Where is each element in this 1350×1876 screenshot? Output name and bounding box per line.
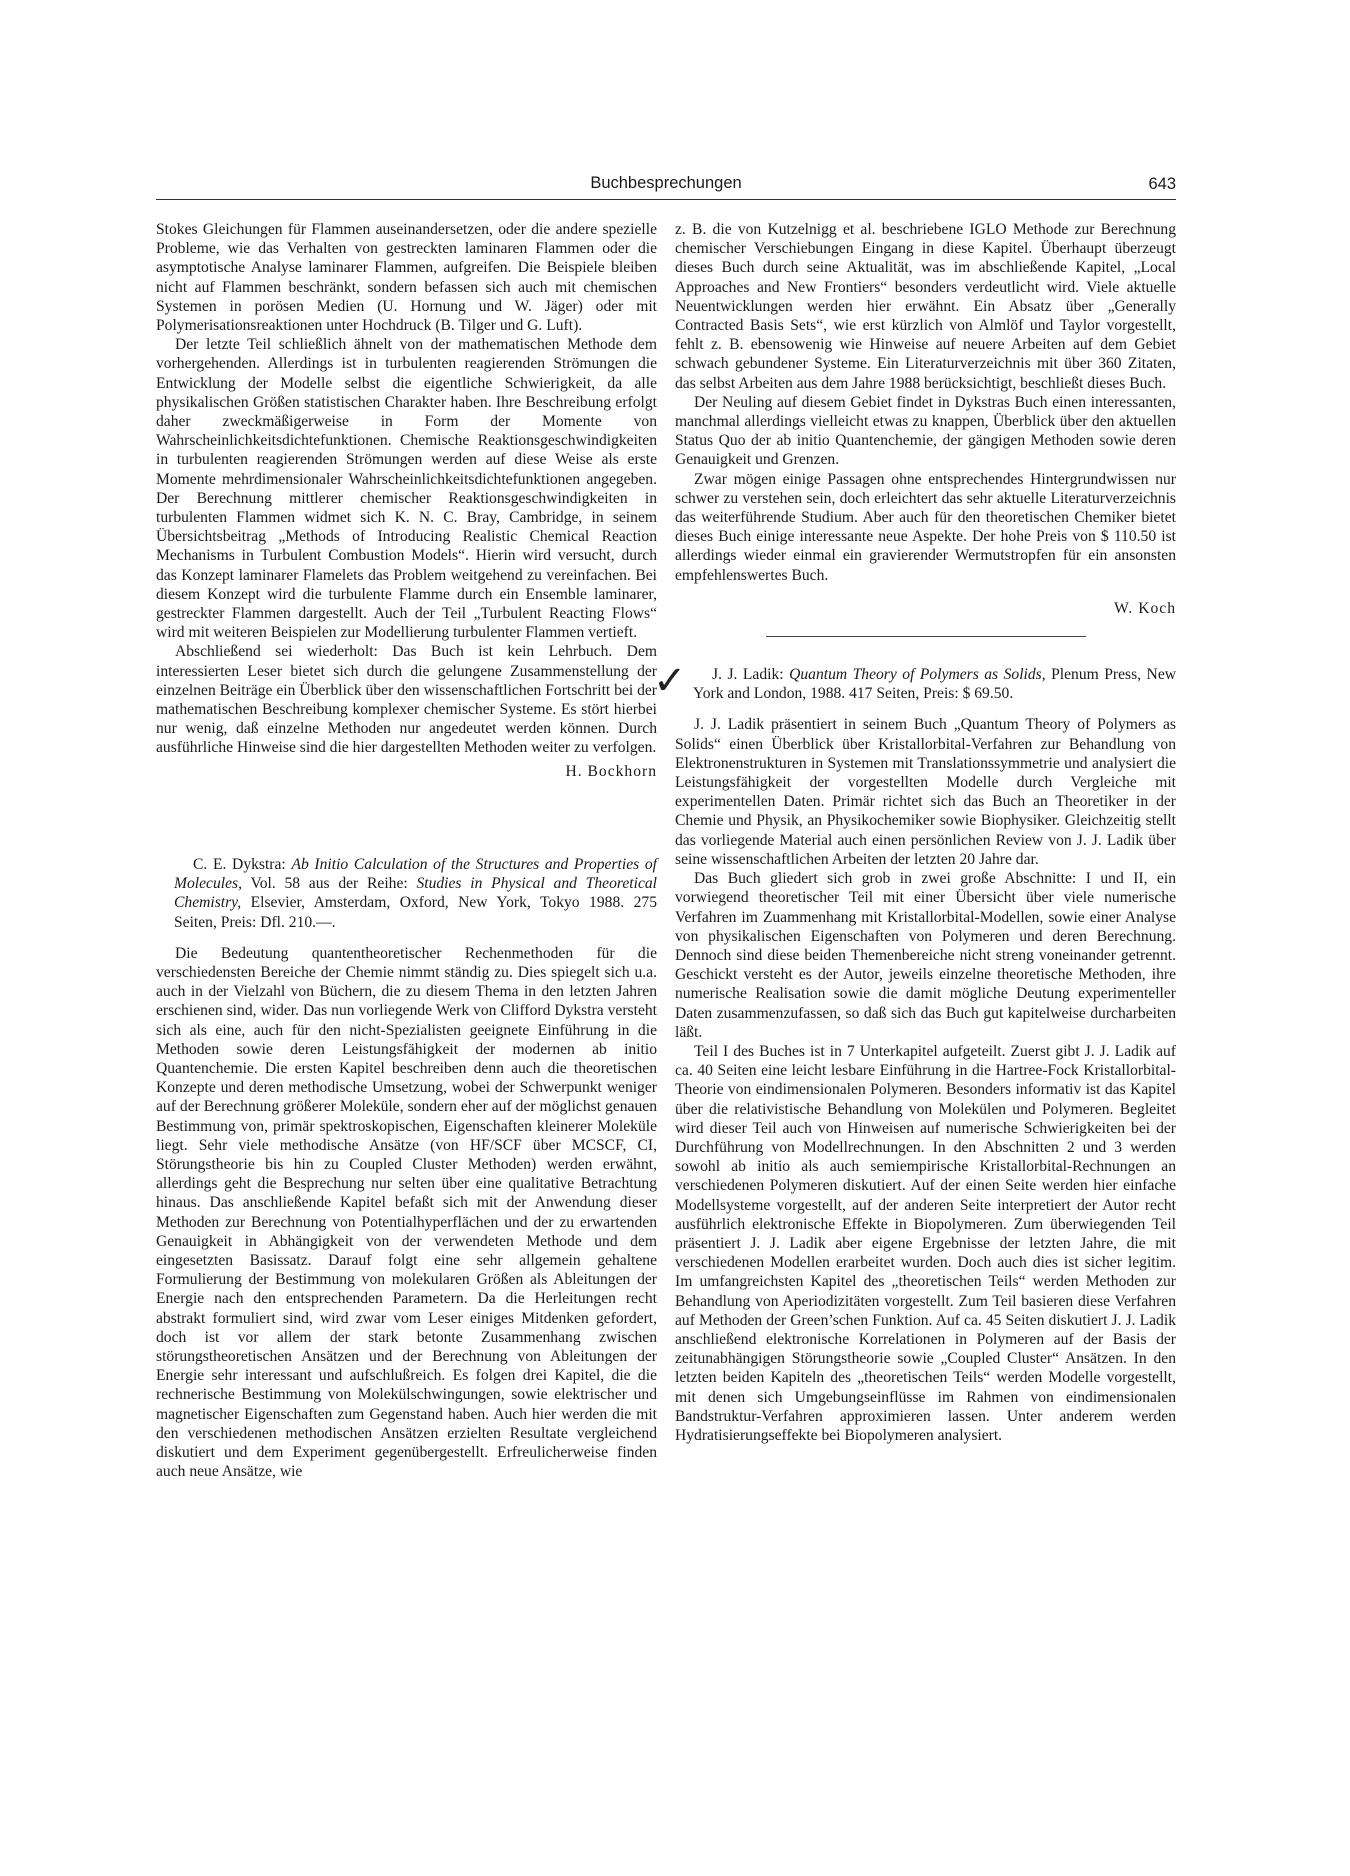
spacer [675,703,1176,715]
spacer [675,637,1176,665]
reviewer-signature: H. Bockhorn [565,762,657,780]
spacer [156,932,657,944]
running-header [156,172,1176,200]
paragraph: Das Buch gliedert sich grob in zwei große Abschnitte: I und II, ein vorwiegend theoretischer Teil mit einer Übersicht über viele numerische Verfahren im Zuammenhang mit Kristallorbital-Modellen, sowie einer Analyse von physikalischen Eigenschaften von Polymeren und deren Berechnung. Dennoch sind diese beiden Themenbereiche nicht streng voneinander getrennt. Geschickt versteht es der Autor, jeweils einzelne theoretische Methoden, ihre numerische Realisation sowie die damit mögliche Deutung experimenteller Daten zusammenzufassen, so daß sich das Buch gut kapitelweise durcharbeiten läßt. [675,870,1176,1041]
spacer [675,618,1176,636]
page-number: 643 [1148,175,1176,193]
citation-publisher: Plenum Press, New York and London, 1988. 417 Seiten, Preis: $ 69.50. [693,666,1177,703]
paragraph: Teil I des Buches ist in 7 Unterkapitel aufgeteilt. Zuerst gibt J. J. Ladik auf ca. 40 Seiten eine leicht lesbare Einführung in die Hartree-Fock Kristallorbital-Theorie von eindimensionalen Polymeren. Besonders informativ ist das Kapitel über die relativistische Behandlung von Molekülen und Polymeren. Begleitet wird dieser Teil auch von Hinweisen auf numerische Schwierigkeiten bei der Durchführung von Modellrechnungen. In den Abschnitten 2 und 3 werden sowohl ab initio als auch semiempirische Kristallorbital-Rechnungen an verschiedenen Polymeren diskutiert. Auf der einen Seite werden hier einfache Modellsysteme vorgestellt, auf der anderen Seite interpretiert der Autor recht ausführlich elektronische Effekte in Biopolymeren. Zum überwiegenden Teil präsentiert J. J. Ladik aber eigene Ergebnisse der letzten Jahre, die mit verschiedenen Modellen erarbeitet wurden. Doch auch dies ist sicher legitim. Im umfangreichsten Kapitel des „theoretischen Teils“ werden Methoden zur Behandlung von Aperiodizitäten vorgestellt. Zum Teil basieren diese Verfahren auf Methoden der Green’schen Funktion. Auf ca. 45 Seiten diskutiert J. J. Ladik anschließend elektronische Korrelationen in Polymeren auf der Basis der zeitunabhängigen Störungstheorie sowie „Coupled Cluster“ Ansätzen. In den letzten beiden Kapiteln des „theoretischen Teils“ werden Modelle vorgestellt, mit denen sich Umgebungseinflüsse im Rahmen von eindimensionalen Bandstruktur-Verfahren approximieren lassen. Unter anderem werden Hydratisierungseffekte bei Biopolymeren analysiert. [675,1042,1176,1444]
paragraph: z. B. die von Kutzelnigg et al. beschriebene IGLO Methode zur Berechnung chemischer Verschiebungen Eingang in diese Kapitel. Überhaupt überzeugt dieses Buch durch seine Aktualität, was im abschließende Kapitel, „Local Approaches and New Frontiers“ besonders verdeutlicht wird. Viele aktuelle Neuentwicklungen werden hier erwähnt. Ein Absatz über „Generally Contracted Basis Sets“, wie erst kürzlich von Almlöf und Taylor vorgestellt, fehlt z. B. ebensowenig wie Hinweise auf neuere Arbeiten auf dem Gebiet schwach gebundener Systeme. Ein Literaturverzeichnis mit über 360 Zitaten, das selbst Arbeiten aus dem Jahre 1988 berücksichtigt, beschließt dieses Buch. [675,221,1176,392]
book-citation [675,665,1176,703]
checkmark-icon: ✓ [653,658,687,705]
citation-author: J. J. Ladik: [712,666,784,684]
paragraph: Stokes Gleichungen für Flammen auseinandersetzen, oder die andere spezielle Probleme, wie das Verhalten von gestreckten laminaren Flammen oder die asymptotische Analyse laminarer Flammen, aufgreifen. Die Beispiele bleiben nicht auf Flammen beschränkt, sondern befassen sich auch mit chemischen Systemen in porösen Medien (U. Hornung und W. Jäger) oder mit Polymerisationsreaktionen unter Hochdruck (B. Tilger und G. Luft). [156,221,657,335]
citation-block [653,658,1177,705]
right-column [653,220,1177,1445]
left-column [156,220,657,1481]
paragraph: J. J. Ladik präsentiert in seinem Buch „Quantum Theory of Polymers as Solids“ einen Überblick über Kristallorbital-Verfahren zur Behandlung von Elektronenstrukturen in Systemen mit Translationssymmetrie und analysiert die Leistungsfähigkeit der vorgestellten Modelle durch Vergleiche mit experimentellen Daten. Primär richtet sich das Buch an Theoretiker in der Chemie und Physik, an Physikochemiker sowie Biophysiker. Gleichzeitig stellt das vorliegende Material auch einen persönlichen Review von J. J. Ladik über seine wissenschaftlichen Arbeiten der letzten 20 Jahre dar. [675,716,1176,868]
citation-volume: Vol. 58 aus der Reihe: [250,875,408,893]
citation-title: Quantum Theory of Polymers as Solids, [789,666,1046,684]
paragraph: Der Neuling auf diesem Gebiet findet in Dykstras Buch einen interessanten, manchmal allerdings vielleicht etwas zu knappen, Überblick über den aktuellen Status Quo der ab initio Quantenchemie, der gängigen Methoden sowie deren Genauigkeit und Grenzen. [675,393,1176,469]
paragraph: Die Bedeutung quantentheoretischer Rechenmethoden für die verschiedensten Bereiche der Chemie nimmt ständig zu. Dies spiegelt sich u.a. auch in der Vielzahl von Büchern, die zu diesem Thema in den letzten Jahren erschienen sind, wider. Das nun vorliegende Werk von Clifford Dykstra versteht sich als eine, auch für den nicht-Spezialisten geeignete Einführung in die Methoden sowie deren Leistungsfähigkeit der modernen ab initio Quantenchemie. Die ersten Kapitel beschreiben denn auch die theoretischen Konzepte und deren methodische Umsetzung, wobei der Schwerpunkt weniger auf der Berechnung größerer Moleküle, sondern eher auf der möglichst genauen Bestimmung von, primär spektroskopischen, Eigenschaften kleinerer Moleküle liegt. Sehr viele methodische Ansätze (von HF/SCF über MCSCF, CI, Störungstheorie bis hin zu Coupled Cluster Methoden) werden erwähnt, allerdings geht die Besprechung nur selten über eine qualitative Betrachtung hinaus. Das anschließende Kapitel befaßt sich mit der Anwendung dieser Methoden zur Berechnung von Potentialhyperflächen und der zu erwartenden Genauigkeit in Abhängigkeit von der verwendeten Methode und dem eingesetzten Basissatz. Darauf folgt eine sehr allgemein gehaltene Formulierung der Bestimmung von molekularen Größen als Ableitungen der Energie nach den entsprechenden Parametern. Da die Herleitungen recht abstrakt formuliert sind, wird zwar vom Leser einiges Mitdenken gefordert, doch ist vor allem der stark betonte Zusammenhang zwischen störungstheoretischen Ansätzen und der Berechnung von Ableitungen der Energie sehr interessant und aufschlußreich. Es folgen drei Kapitel, die die rechnerische Bestimmung von Molekülschwingungen, sowie elektrischer und magnetischer Eigenschaften zum Gegenstand haben. Auch hier werden die mit den verschiedenen methodischen Ansätzen erzielten Resultate vergleichend diskutiert und dem Experiment gegenübergestellt. Erfreulicherweise finden auch neue Ansätze, wie [156,944,657,1481]
citation-title: Ab Initio Calculation of the Structures and Properties of Molecules, [174,855,657,893]
spacer [156,781,657,855]
citation-series: Studies in Physical and Theoretical Chemistry, [174,875,657,912]
paragraph: Zwar mögen einige Passagen ohne entsprechendes Hintergrundwissen nur schwer zu verstehen sein, doch erleichtert das sehr aktuelle Literaturverzeichnis das weiterführende Studium. Aber auch für den theoretischen Chemiker bietet dieses Buch einige interessante neue Aspekte. Der hohe Preis von $ 110.50 ist allerdings wieder einmal ein gravierender Wermutstropfen für ein ansonsten empfehlenswertes Buch. [675,470,1176,584]
citation-author: C. E. Dykstra: [193,855,286,873]
paragraph: Der letzte Teil schließlich ähnelt von der mathematischen Methode dem vorhergehenden. Allerdings ist in turbulenten reagierenden Strömungen die Entwicklung der Modelle selbst die eigentliche Schwierigkeit, da alle physikalischen Größen statistischen Charakter haben. Ihre Beschreibung erfolgt daher zweckmäßigerweise in Form der Momente von Wahrscheinlichkeitsdichtefunktionen. Chemische Reaktionsgeschwindigkeiten in turbulenten reagierenden Strömungen werden auf diese Weise als erste Momente mehrdimensionaler Wahrscheinlichkeitsdichtefunktionen angegeben. Der Berechnung mittlerer chemischer Reaktionsgeschwindigkeiten in turbulenten Flammen widmet sich K. N. C. Bray, Cambridge, in seinem Übersichtsbeitrag „Methods of Introducing Realistic Chemical Reaction Mechanisms in Turbulent Combustion Models“. Hierin wird versucht, durch das Konzept laminarer Flamelets das Problem weitgehend zu vereinfachen. Bei diesem Konzept wird die turbulente Flamme durch ein Ensemble laminarer, gestreckter Flammen dargestellt. Auch der Teil „Turbulent Reacting Flows“ wird mit weiteren Beispielen zur Modellierung turbulenter Flammen vertieft. [156,336,657,642]
header-rule [156,199,1176,200]
citation-publisher: Elsevier, Amsterdam, Oxford, New York, Tokyo 1988. 275 Seiten, Preis: Dfl. 210.—. [174,894,657,931]
paragraph: Abschließend sei wiederholt: Das Buch ist kein Lehrbuch. Dem interessierten Leser bietet sich durch die gelungene Zusammenstellung der einzelnen Beiträge ein Überblick über den wissenschaftlichen Fortschritt bei der mathematischen Beschreibung komplexer chemischer Systeme. Es stört hierbei nur wenig, daß einzelne Methoden nur angedeutet werden können. Durch ausführliche Hinweise sind die hier dargestellten Methoden weiter zu verfolgen. [156,643,657,757]
reviewer-signature: W. Koch [1114,599,1176,617]
book-citation [156,855,657,932]
section-title: Buchbesprechungen [590,174,742,192]
